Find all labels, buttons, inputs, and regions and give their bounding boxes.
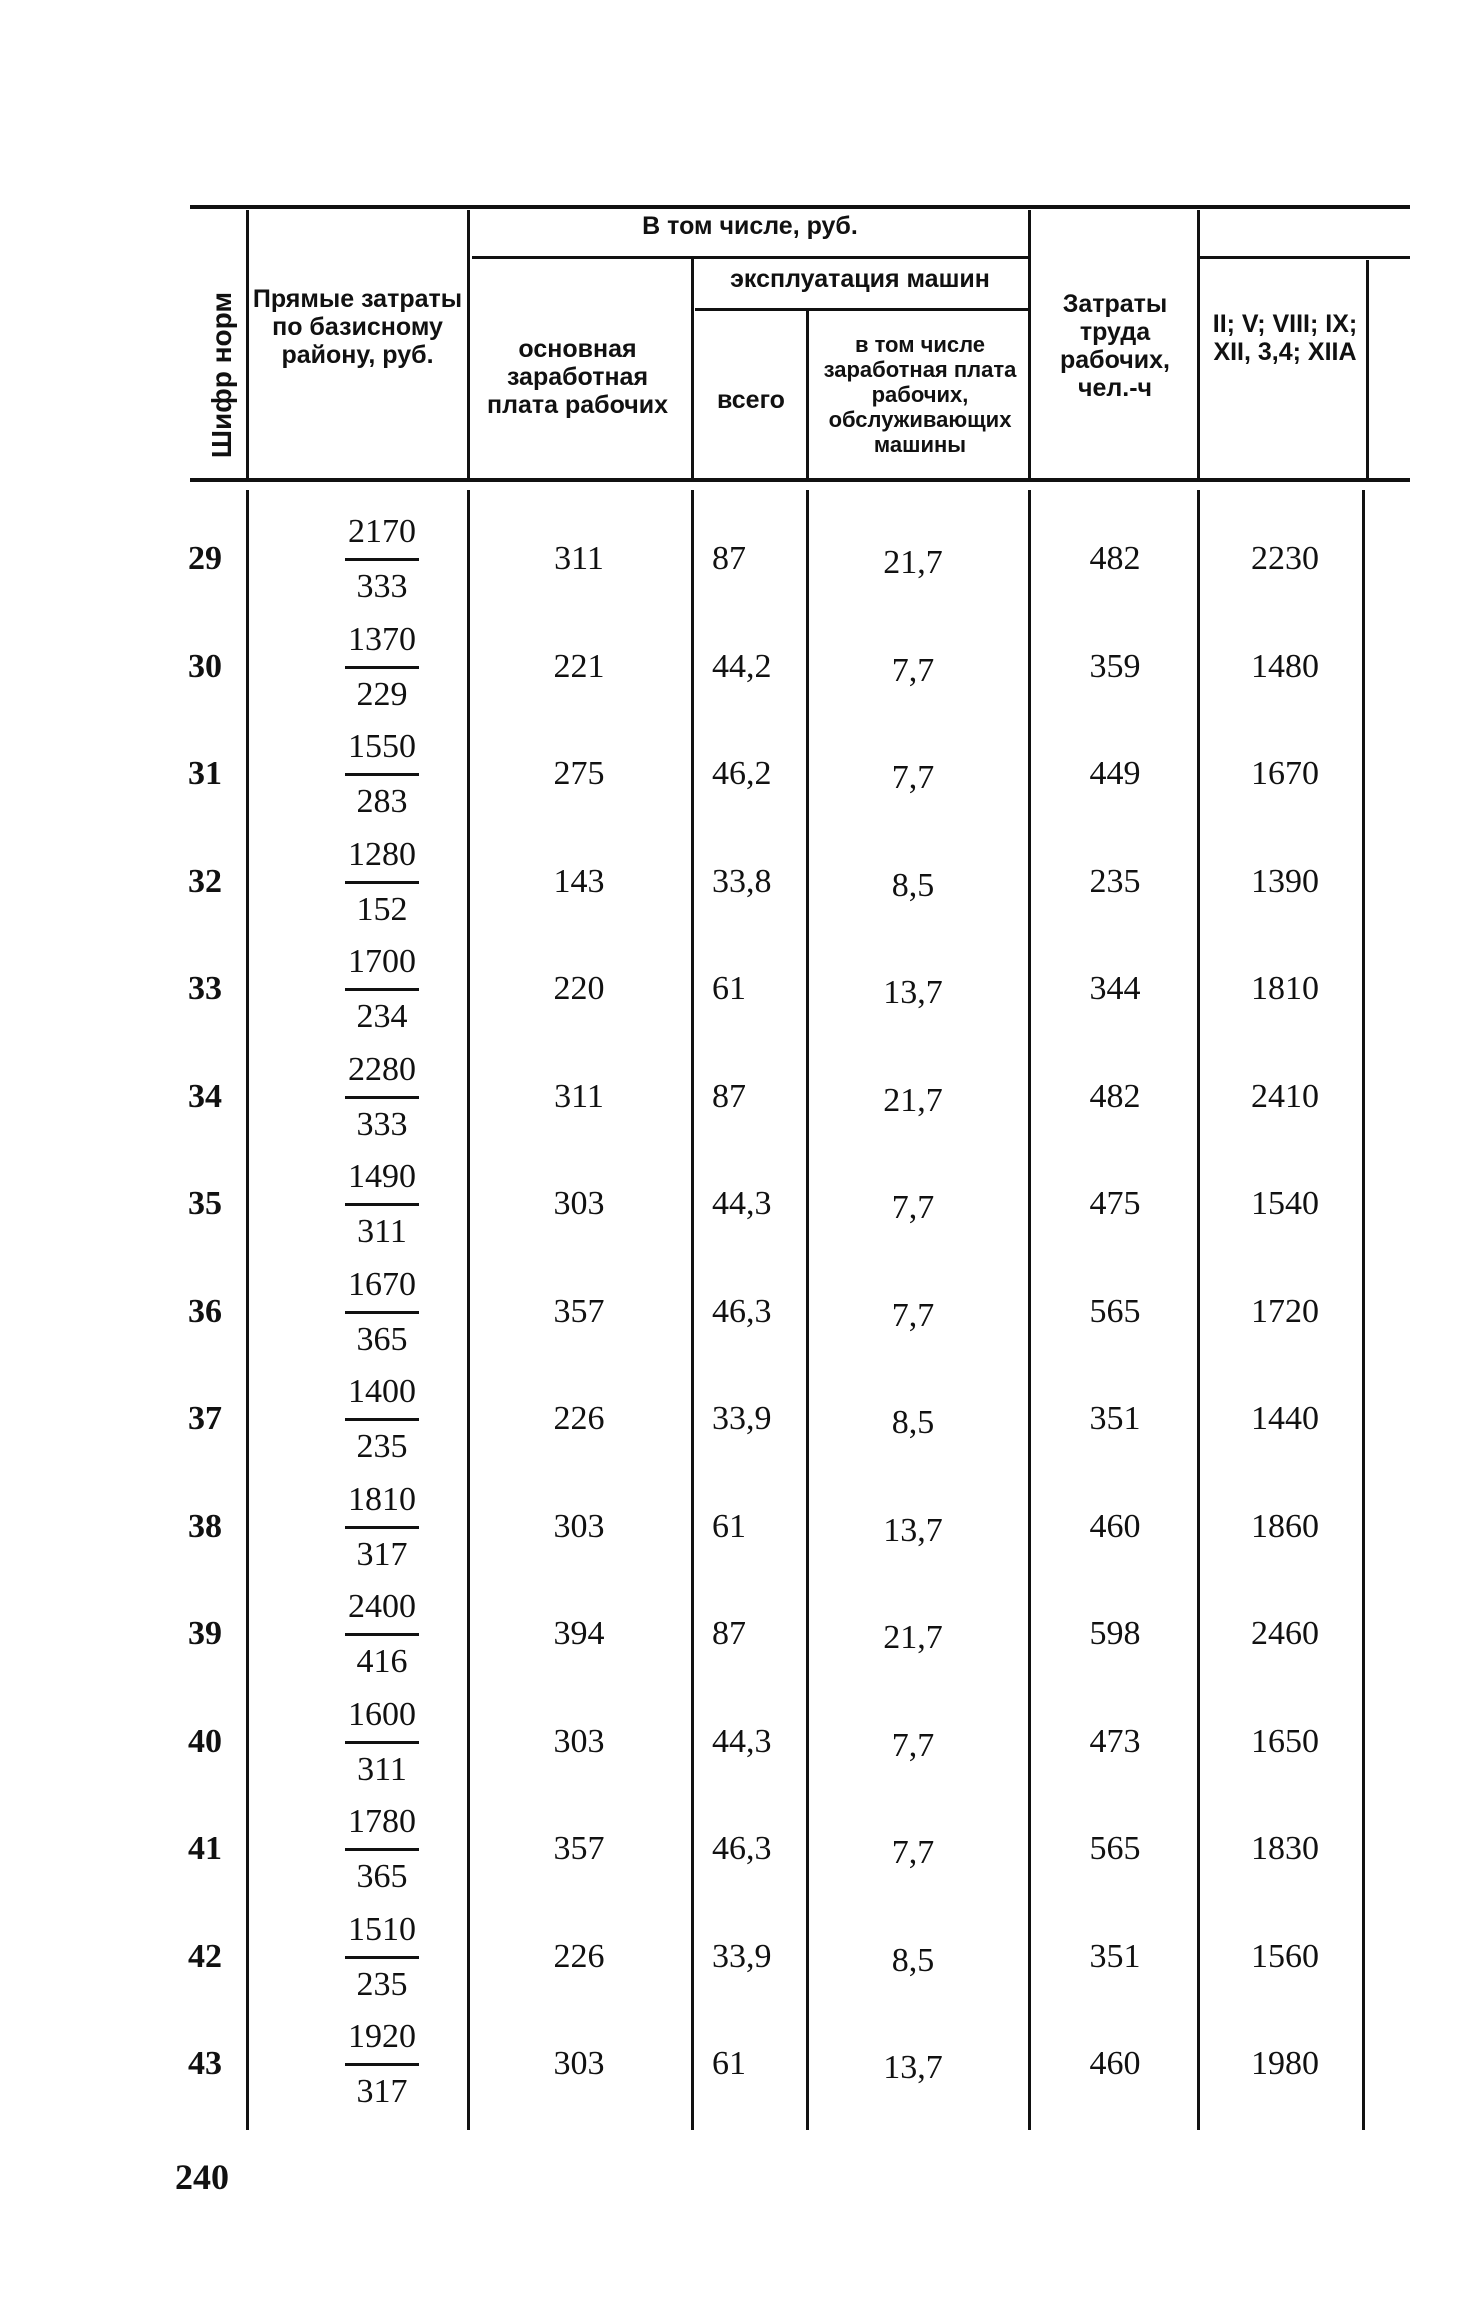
labor-value: 482 [1089, 1078, 1141, 1115]
table-row [0, 1688, 1477, 1796]
norm-code: 38 [188, 1508, 222, 1545]
labor-value: 235 [1089, 863, 1141, 900]
machine-total-value: 33,9 [712, 1938, 772, 1975]
machine-total-value: 61 [712, 2045, 746, 2082]
direct-costs-fraction [292, 720, 472, 828]
machine-total-value: 33,8 [712, 863, 772, 900]
zones-value: 1830 [1251, 1830, 1319, 1867]
table-row [0, 1795, 1477, 1903]
norm-code: 39 [188, 1615, 222, 1652]
machine-total-value: 87 [712, 1078, 746, 1115]
zones-value: 2230 [1251, 540, 1319, 577]
machine-wage-value: 7,7 [891, 1727, 935, 1764]
machine-wage-value: 7,7 [891, 652, 935, 689]
base-wage-value: 303 [553, 1723, 605, 1760]
table-row [0, 2010, 1477, 2118]
norm-code: 37 [188, 1400, 222, 1437]
direct-costs-denominator: 416 [356, 1642, 408, 1680]
machine-total-header: всего [717, 386, 785, 414]
direct-costs-numerator: 2280 [348, 1050, 416, 1088]
norm-code: 34 [188, 1078, 222, 1115]
zones-value: 1980 [1251, 2045, 1319, 2082]
fraction-bar [345, 1741, 419, 1744]
header-vline-3 [691, 256, 694, 478]
table-row [0, 828, 1477, 936]
header-vline-7 [1366, 260, 1369, 478]
direct-costs-denominator: 234 [356, 997, 408, 1035]
zones-value: 1670 [1251, 755, 1319, 792]
direct-costs-fraction [292, 828, 472, 936]
fraction-bar [345, 1096, 419, 1099]
machine-wage-value: 8,5 [891, 1942, 935, 1979]
zones-value: 2410 [1251, 1078, 1319, 1115]
direct-costs-fraction [292, 1580, 472, 1688]
header-vline-2 [467, 210, 470, 478]
machine-wage-value: 7,7 [891, 759, 935, 796]
table-row [0, 1365, 1477, 1473]
direct-costs-numerator: 1280 [348, 835, 416, 873]
machine-operation-rule [695, 308, 1030, 311]
direct-costs-denominator: 229 [356, 675, 408, 713]
direct-costs-numerator: 1670 [348, 1265, 416, 1303]
zones-value: 1480 [1251, 648, 1319, 685]
table-row [0, 935, 1477, 1043]
zones-value: 1440 [1251, 1400, 1319, 1437]
fraction-bar [345, 558, 419, 561]
labor-value: 460 [1089, 2045, 1141, 2082]
direct-costs-fraction [292, 1903, 472, 2011]
labor-value: 473 [1089, 1723, 1141, 1760]
direct-costs-numerator: 2170 [348, 512, 416, 550]
header-bottom-rule [190, 478, 1410, 482]
direct-costs-numerator: 1370 [348, 620, 416, 658]
direct-costs-denominator: 235 [356, 1965, 408, 2003]
direct-costs-fraction [292, 1258, 472, 1366]
zones-top-rule [1200, 256, 1410, 259]
norm-code: 30 [188, 648, 222, 685]
header-vline-5 [1028, 210, 1031, 478]
base-wage-value: 394 [553, 1615, 605, 1652]
machine-wage-value: 8,5 [891, 1404, 935, 1441]
machine-wage-value: 8,5 [891, 867, 935, 904]
norm-code: 41 [188, 1830, 222, 1867]
norm-code: 36 [188, 1293, 222, 1330]
table-row [0, 1258, 1477, 1366]
labor-value: 351 [1089, 1938, 1141, 1975]
direct-costs-numerator: 1810 [348, 1480, 416, 1518]
norm-code: 43 [188, 2045, 222, 2082]
fraction-bar [345, 666, 419, 669]
direct-costs-fraction [292, 1795, 472, 1903]
machine-operation-header: эксплуатация машин [730, 265, 990, 293]
zones-value: 1560 [1251, 1938, 1319, 1975]
direct-costs-denominator: 317 [356, 2072, 408, 2110]
labor-header: Затраты труда рабочих, чел.-ч [1060, 290, 1170, 402]
machine-wage-value: 21,7 [883, 1082, 943, 1119]
labor-value: 482 [1089, 540, 1141, 577]
direct-costs-denominator: 333 [356, 1105, 408, 1143]
machine-wage-value: 21,7 [883, 1619, 943, 1656]
norm-code: 31 [188, 755, 222, 792]
direct-costs-numerator: 1780 [348, 1802, 416, 1840]
direct-costs-numerator: 1510 [348, 1910, 416, 1948]
machine-total-value: 33,9 [712, 1400, 772, 1437]
base-wage-value: 357 [553, 1830, 605, 1867]
fraction-bar [345, 1311, 419, 1314]
machine-wage-value: 7,7 [891, 1297, 935, 1334]
direct-costs-denominator: 283 [356, 782, 408, 820]
direct-costs-fraction [292, 505, 472, 613]
table-row [0, 613, 1477, 721]
base-wage-value: 275 [553, 755, 605, 792]
direct-costs-fraction [292, 1150, 472, 1258]
page-number: 240 [175, 2157, 229, 2197]
direct-costs-denominator: 311 [357, 1750, 407, 1788]
norm-code: 35 [188, 1185, 222, 1222]
direct-costs-fraction [292, 2010, 472, 2118]
direct-costs-denominator: 311 [357, 1212, 407, 1250]
direct-costs-numerator: 1920 [348, 2017, 416, 2055]
code-column-header: Шифр норм [206, 291, 237, 459]
machine-total-value: 44,2 [712, 648, 772, 685]
zones-value: 1810 [1251, 970, 1319, 1007]
header-vline-1 [246, 210, 249, 478]
direct-costs-fraction [292, 1473, 472, 1581]
header-vline-6 [1197, 210, 1200, 478]
direct-costs-fraction [292, 1688, 472, 1796]
base-wage-value: 357 [553, 1293, 605, 1330]
fraction-bar [345, 2063, 419, 2066]
fraction-bar [345, 1956, 419, 1959]
direct-costs-numerator: 1400 [348, 1372, 416, 1410]
machine-wage-value: 13,7 [883, 974, 943, 1011]
base-wage-value: 226 [553, 1938, 605, 1975]
base-wage-value: 311 [554, 1078, 604, 1115]
zones-value: 1720 [1251, 1293, 1319, 1330]
fraction-bar [345, 1203, 419, 1206]
norm-code: 29 [188, 540, 222, 577]
zones-value: 2460 [1251, 1615, 1319, 1652]
labor-value: 565 [1089, 1830, 1141, 1867]
machine-total-value: 61 [712, 1508, 746, 1545]
fraction-bar [345, 1848, 419, 1851]
norm-code: 42 [188, 1938, 222, 1975]
machine-total-value: 87 [712, 1615, 746, 1652]
machine-total-value: 44,3 [712, 1185, 772, 1222]
table-top-rule [190, 205, 1410, 209]
table-row [0, 505, 1477, 613]
header-vline-4 [806, 310, 809, 478]
direct-costs-denominator: 365 [356, 1857, 408, 1895]
fraction-bar [345, 773, 419, 776]
direct-costs-denominator: 333 [356, 567, 408, 605]
including-rule [472, 256, 1030, 259]
machine-wage-value: 13,7 [883, 2049, 943, 2086]
direct-costs-fraction [292, 1043, 472, 1151]
machine-wage-value: 13,7 [883, 1512, 943, 1549]
base-wage-value: 303 [553, 2045, 605, 2082]
direct-costs-denominator: 152 [356, 890, 408, 928]
base-wage-value: 303 [553, 1508, 605, 1545]
direct-costs-denominator: 317 [356, 1535, 408, 1573]
labor-value: 359 [1089, 648, 1141, 685]
direct-costs-numerator: 1700 [348, 942, 416, 980]
direct-costs-numerator: 1490 [348, 1157, 416, 1195]
table-row [0, 1903, 1477, 2011]
base-wage-value: 143 [553, 863, 605, 900]
table-row [0, 1150, 1477, 1258]
base-wage-header: основная заработная плата рабочих [486, 335, 669, 419]
labor-value: 351 [1089, 1400, 1141, 1437]
fraction-bar [345, 1418, 419, 1421]
zones-value: 1650 [1251, 1723, 1319, 1760]
machine-total-value: 46,3 [712, 1293, 772, 1330]
direct-costs-numerator: 2400 [348, 1587, 416, 1625]
direct-costs-numerator: 1550 [348, 727, 416, 765]
machine-total-value: 46,3 [712, 1830, 772, 1867]
machine-total-value: 61 [712, 970, 746, 1007]
direct-costs-fraction [292, 613, 472, 721]
fraction-bar [345, 881, 419, 884]
norm-code: 33 [188, 970, 222, 1007]
zones-value: 1390 [1251, 863, 1319, 900]
machine-total-value: 46,2 [712, 755, 772, 792]
table-row [0, 1043, 1477, 1151]
machine-total-value: 87 [712, 540, 746, 577]
fraction-bar [345, 1526, 419, 1529]
machine-total-value: 44,3 [712, 1723, 772, 1760]
labor-value: 565 [1089, 1293, 1141, 1330]
direct-costs-denominator: 235 [356, 1427, 408, 1465]
zones-header: II; V; VIII; IX; XII, 3,4; XIIA [1212, 310, 1358, 366]
norm-code: 40 [188, 1723, 222, 1760]
zones-value: 1860 [1251, 1508, 1319, 1545]
direct-costs-fraction [292, 1365, 472, 1473]
fraction-bar [345, 988, 419, 991]
labor-value: 344 [1089, 970, 1141, 1007]
table-row [0, 1580, 1477, 1688]
labor-value: 460 [1089, 1508, 1141, 1545]
including-header: В том числе, руб. [642, 212, 858, 240]
labor-value: 475 [1089, 1185, 1141, 1222]
machine-wage-value: 7,7 [891, 1834, 935, 1871]
direct-costs-fraction [292, 935, 472, 1043]
base-wage-value: 220 [553, 970, 605, 1007]
labor-value: 598 [1089, 1615, 1141, 1652]
machine-wage-header: в том числе заработная плата рабочих, обслуживающих машины [823, 332, 1017, 457]
norm-code: 32 [188, 863, 222, 900]
base-wage-value: 221 [553, 648, 605, 685]
table-row [0, 720, 1477, 828]
machine-wage-value: 7,7 [891, 1189, 935, 1226]
base-wage-value: 311 [554, 540, 604, 577]
table-row [0, 1473, 1477, 1581]
base-wage-value: 303 [553, 1185, 605, 1222]
fraction-bar [345, 1633, 419, 1636]
base-wage-value: 226 [553, 1400, 605, 1437]
labor-value: 449 [1089, 755, 1141, 792]
zones-value: 1540 [1251, 1185, 1319, 1222]
direct-costs-numerator: 1600 [348, 1695, 416, 1733]
direct-costs-header: Прямые затраты по базисному району, руб. [252, 285, 463, 369]
machine-wage-value: 21,7 [883, 544, 943, 581]
direct-costs-denominator: 365 [356, 1320, 408, 1358]
